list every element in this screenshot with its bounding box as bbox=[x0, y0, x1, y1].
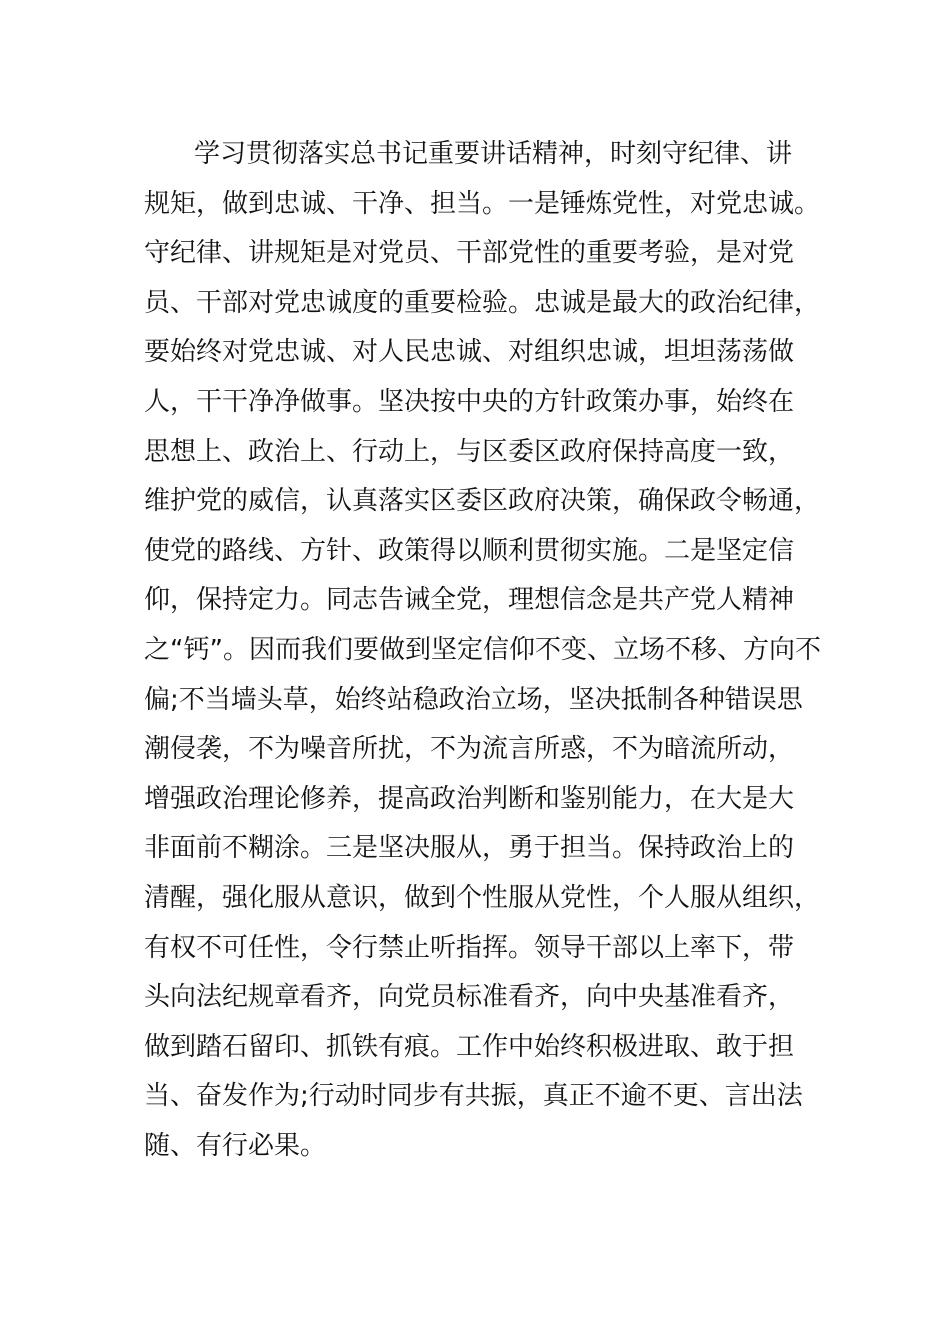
body-paragraph bbox=[144, 130, 821, 1171]
paragraph-line: 守纪律、讲规矩是对党员、干部党性的重要考验，是对党 bbox=[144, 238, 795, 269]
paragraph-line: 当、奋发作为;行动时同步有共振，真正不逾不更、言出法 bbox=[144, 1081, 803, 1112]
paragraph-line: 要始终对党忠诚、对人民忠诚、对组织忠诚，坦坦荡荡做 bbox=[144, 337, 795, 368]
paragraph-line: 仰，保持定力。同志告诫全党，理想信念是共产党人精神 bbox=[144, 585, 795, 616]
paragraph-line: 增强政治理论修养，提高政治判断和鉴别能力，在大是大 bbox=[144, 783, 795, 814]
paragraph-line: 思想上、政治上、行动上，与区委区政府保持高度一致， bbox=[144, 436, 795, 467]
paragraph-line: 人，干干净净做事。坚决按中央的方针政策办事，始终在 bbox=[144, 386, 795, 417]
paragraph-line: 做到踏石留印、抓铁有痕。工作中始终积极进取、敢于担 bbox=[144, 1031, 795, 1062]
paragraph-line: 偏;不当墙头草，始终站稳政治立场，坚决抵制各种错误思 bbox=[144, 684, 803, 715]
paragraph-line: 清醒，强化服从意识，做到个性服从党性，个人服从组织， bbox=[144, 882, 821, 913]
paragraph-line: 之“钙”。因而我们要做到坚定信仰不变、立场不移、方向不 bbox=[144, 634, 821, 665]
paragraph-line: 维护党的威信，认真落实区委区政府决策，确保政令畅通， bbox=[144, 486, 821, 517]
paragraph-line: 随、有行必果。 bbox=[144, 1130, 327, 1161]
paragraph-line: 规矩，做到忠诚、干净、担当。一是锤炼党性，对党忠诚。 bbox=[144, 188, 821, 219]
paragraph-line: 有权不可任性，令行禁止听指挥。领导干部以上率下，带 bbox=[144, 932, 795, 963]
paragraph-line: 头向法纪规章看齐，向党员标准看齐，向中央基准看齐， bbox=[144, 982, 795, 1013]
paragraph-line: 学习贯彻落实总书记重要讲话精神，时刻守纪律、讲 bbox=[194, 139, 793, 169]
paragraph-line: 使党的路线、方针、政策得以顺利贯彻实施。二是坚定信 bbox=[144, 535, 795, 566]
paragraph-line: 员、干部对党忠诚度的重要检验。忠诚是最大的政治纪律， bbox=[144, 287, 821, 318]
paragraph-line: 潮侵袭，不为噪音所扰，不为流言所惑，不为暗流所动， bbox=[144, 734, 795, 765]
paragraph-line: 非面前不糊涂。三是坚决服从，勇于担当。保持政治上的 bbox=[144, 833, 795, 864]
